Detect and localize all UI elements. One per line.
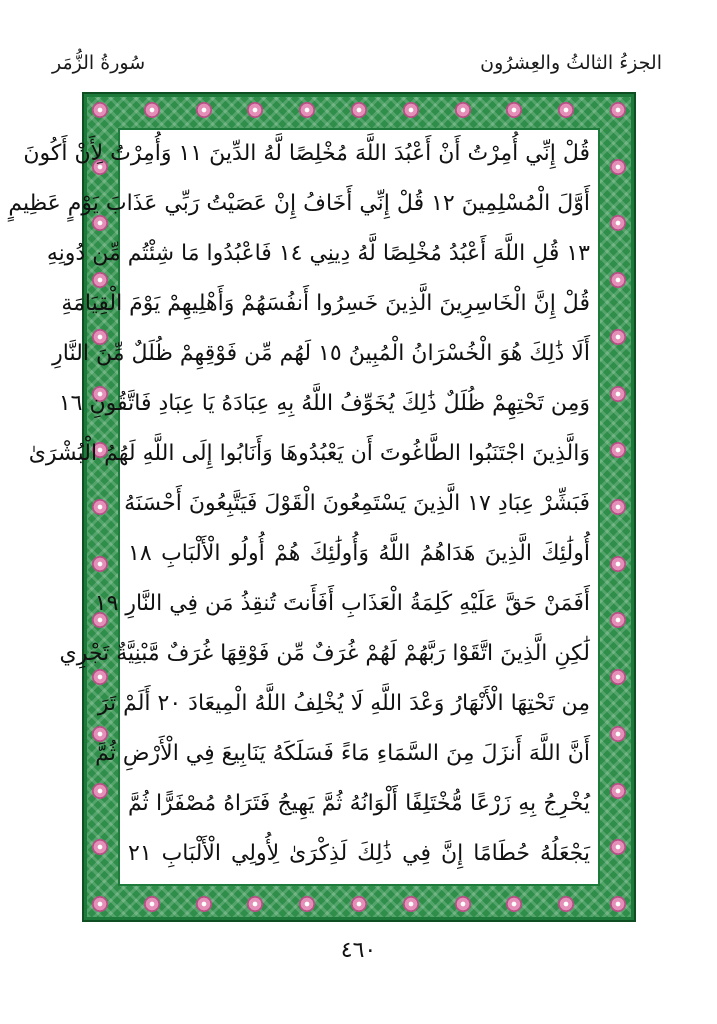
- verse-line-2: أَوَّلَ الْمُسْلِمِينَ ١٢ قُلْ إِنِّي أَخَافُ إِنْ عَصَيْتُ رَبِّي عَذَابَ يَوْمٍ عَظِيمٍ: [8, 191, 590, 216]
- verse-line-6: وَمِن تَحْتِهِمْ ظُلَلٌ ذَٰلِكَ يُخَوِّفُ اللَّهُ بِهِ عِبَادَهُ يَا عِبَادِ فَاتَّقُونِ ١٦: [58, 391, 590, 416]
- flower-ornament-icon: [455, 102, 471, 118]
- flower-ornament-icon: [403, 102, 419, 118]
- flower-ornament-icon: [403, 896, 419, 912]
- flower-ornament-icon: [144, 896, 160, 912]
- verse-line-12: مِن تَحْتِهَا الْأَنْهَارُ وَعْدَ اللَّهِ لَا يُخْلِفُ اللَّهُ الْمِيعَادَ ٢٠ أَلَمْ تَرَ: [97, 691, 590, 716]
- flower-ornament-icon: [610, 386, 626, 402]
- verse-line-5: أَلَا ذَٰلِكَ هُوَ الْخُسْرَانُ الْمُبِينُ ١٥ لَهُم مِّن فَوْقِهِمْ ظُلَلٌ مِّنَ النَّارِ: [52, 341, 590, 366]
- flower-ornament-icon: [610, 329, 626, 345]
- verse-line-9: أُولَٰئِكَ الَّذِينَ هَدَاهُمُ اللَّهُ وَأُولَٰئِكَ هُمْ أُولُو الْأَلْبَابِ ١٨: [128, 541, 590, 566]
- page-number: ٤٦٠: [340, 938, 377, 963]
- verse-line-7: وَالَّذِينَ اجْتَنَبُوا الطَّاغُوتَ أَن يَعْبُدُوهَا وَأَنَابُوا إِلَى اللَّهِ لَهُمُ الْبُشْرَىٰ: [28, 441, 590, 466]
- verse-line-13: أَنَّ اللَّهَ أَنزَلَ مِنَ السَّمَاءِ مَاءً فَسَلَكَهُ يَنَابِيعَ فِي الْأَرْضِ ثُمَّ: [95, 741, 590, 766]
- flower-ornament-icon: [610, 499, 626, 515]
- flower-ornament-icon: [92, 783, 108, 799]
- flower-ornament-icon: [610, 159, 626, 175]
- flower-ornament-icon: [455, 896, 471, 912]
- flower-ornament-icon: [92, 102, 108, 118]
- flower-ornament-icon: [92, 499, 108, 515]
- flower-ornament-icon: [610, 896, 626, 912]
- verse-line-1: قُلْ إِنِّي أُمِرْتُ أَنْ أَعْبُدَ اللَّهَ مُخْلِصًا لَّهُ الدِّينَ ١١ وَأُمِرْتُ لِأَنْ أَكُونَ: [23, 141, 590, 166]
- surah-title: سُورةُ الزُّمَر: [52, 52, 146, 74]
- flower-ornament-icon: [196, 896, 212, 912]
- page-header: [0, 52, 717, 82]
- verse-line-10: أَفَمَنْ حَقَّ عَلَيْهِ كَلِمَةُ الْعَذَابِ أَفَأَنتَ تُنقِذُ مَن فِي النَّارِ ١٩: [94, 591, 590, 616]
- flower-ornament-icon: [610, 726, 626, 742]
- flower-ornament-icon: [610, 102, 626, 118]
- flower-ornament-icon: [196, 102, 212, 118]
- flower-ornament-icon: [351, 896, 367, 912]
- flower-ornament-icon: [610, 556, 626, 572]
- juz-title: الجزءُ الثالثُ والعِشرُون: [480, 52, 662, 74]
- verse-line-15: يَجْعَلُهُ حُطَامًا إِنَّ فِي ذَٰلِكَ لَذِكْرَىٰ لِأُولِي الْأَلْبَابِ ٢١: [128, 841, 590, 866]
- flower-ornament-icon: [92, 556, 108, 572]
- verse-line-11: لَٰكِنِ الَّذِينَ اتَّقَوْا رَبَّهُمْ لَهُمْ غُرَفٌ مِّن فَوْقِهَا غُرَفٌ مَّبْنِيَّةٌ تَجْرِي: [59, 641, 590, 666]
- flower-ornament-icon: [610, 783, 626, 799]
- verse-line-4: قُلْ إِنَّ الْخَاسِرِينَ الَّذِينَ خَسِرُوا أَنفُسَهُمْ وَأَهْلِيهِمْ يَوْمَ الْقِيَامَةِ: [61, 291, 590, 316]
- flower-ornament-icon: [351, 102, 367, 118]
- verse-line-8: فَبَشِّرْ عِبَادِ ١٧ الَّذِينَ يَسْتَمِعُونَ الْقَوْلَ فَيَتَّبِعُونَ أَحْسَنَهُ: [124, 491, 590, 516]
- verse-line-3: ١٣ قُلِ اللَّهَ أَعْبُدُ مُخْلِصًا لَّهُ دِينِي ١٤ فَاعْبُدُوا مَا شِئْتُم مِّن دُونِهِ: [46, 241, 590, 266]
- flower-ornament-icon: [92, 896, 108, 912]
- verse-line-14: يُخْرِجُ بِهِ زَرْعًا مُّخْتَلِفًا أَلْوَانُهُ ثُمَّ يَهِيجُ فَتَرَاهُ مُصْفَرًّا ثُمَّ: [128, 791, 590, 816]
- flower-ornament-icon: [144, 102, 160, 118]
